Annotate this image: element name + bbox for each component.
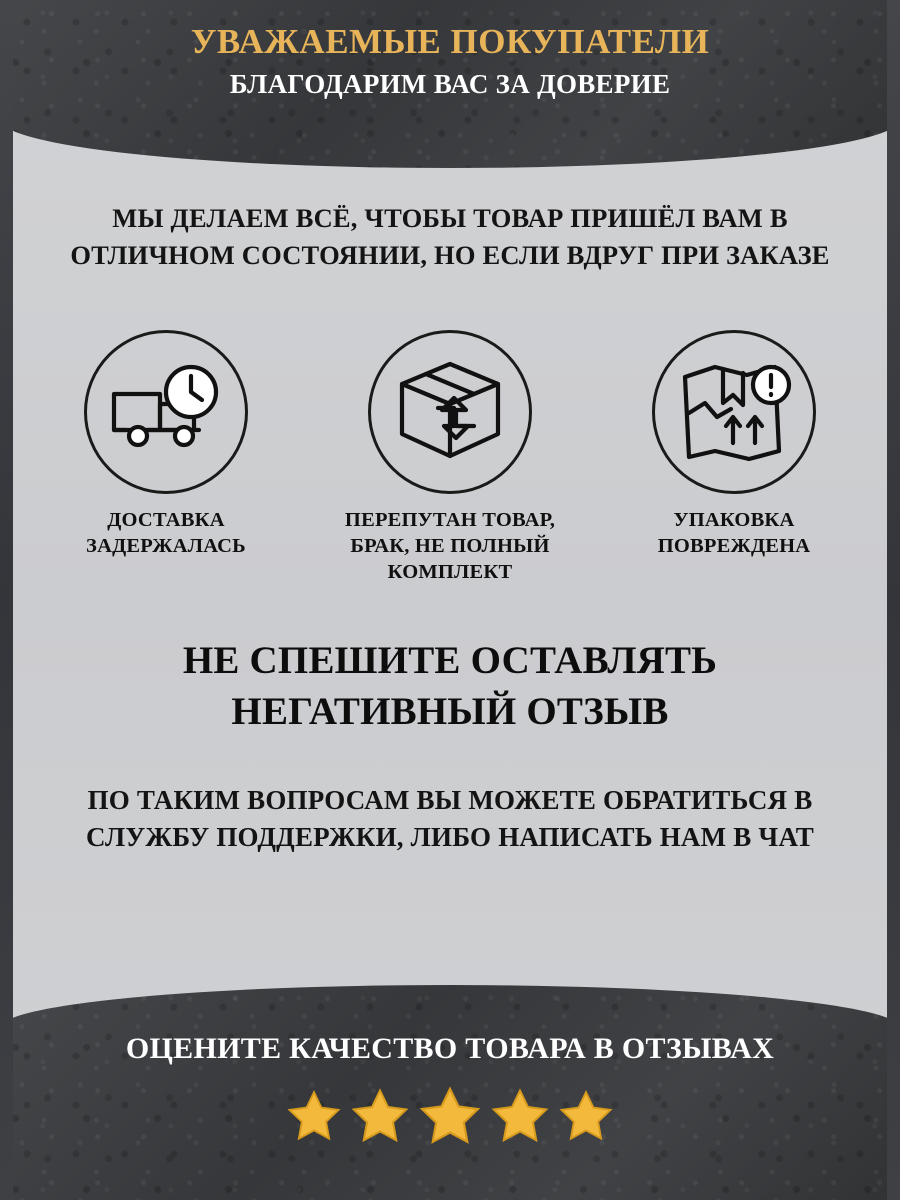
star-icon[interactable] <box>489 1086 551 1146</box>
star-icon[interactable] <box>349 1086 411 1146</box>
footer-title: ОЦЕНИТЕ КАЧЕСТВО ТОВАРА В ОТЗЫВАХ <box>125 1032 775 1065</box>
issue-item-wrong-or-defective-item <box>324 330 576 585</box>
main-headline: НЕ СПЕШИТЕ ОСТАВЛЯТЬ НЕГАТИВНЫЙ ОТЗЫВ <box>182 639 718 734</box>
star-icon[interactable] <box>285 1088 343 1144</box>
star-rating[interactable] <box>0 1084 900 1148</box>
header-subtitle: БЛАГОДАРИМ ВАС ЗА ДОВЕРИЕ <box>229 69 671 100</box>
delivery-truck-clock-icon <box>84 330 248 494</box>
star-icon[interactable] <box>557 1088 615 1144</box>
box-return-arrow-icon <box>368 330 532 494</box>
issue-item-delivery-delayed <box>40 330 292 560</box>
damaged-package-icon <box>652 330 816 494</box>
footer <box>0 1030 900 1148</box>
intro-paragraph: МЫ ДЕЛАЕМ ВСЁ, ЧТОБЫ ТОВАР ПРИШЁЛ ВАМ В ОТЛИЧНОМ СОСТОЯНИИ, НО ЕСЛИ ВДРУГ ПРИ ЗАКАЗЕ <box>70 203 830 270</box>
header <box>0 22 900 101</box>
left-edge-rail <box>0 0 13 1200</box>
support-paragraph: ПО ТАКИМ ВОПРОСАМ ВЫ МОЖЕТЕ ОБРАТИТЬСЯ В СЛУЖБУ ПОДДЕРЖКИ, ЛИБО НАПИСАТЬ НАМ В ЧАТ <box>86 785 814 852</box>
right-edge-rail <box>887 0 900 1200</box>
issue-item-damaged-packaging <box>608 330 860 560</box>
issue-caption: ДОСТАВКА ЗАДЕРЖАЛАСЬ <box>86 509 246 557</box>
star-icon[interactable] <box>417 1084 483 1148</box>
issue-icons-row <box>40 330 860 585</box>
header-title: УВАЖАЕМЫЕ ПОКУПАТЕЛИ <box>190 22 710 61</box>
issue-caption: УПАКОВКА ПОВРЕЖДЕНА <box>657 509 811 557</box>
issue-caption: ПЕРЕПУТАН ТОВАР, БРАК, НЕ ПОЛНЫЙ КОМПЛЕКТ <box>344 509 556 583</box>
